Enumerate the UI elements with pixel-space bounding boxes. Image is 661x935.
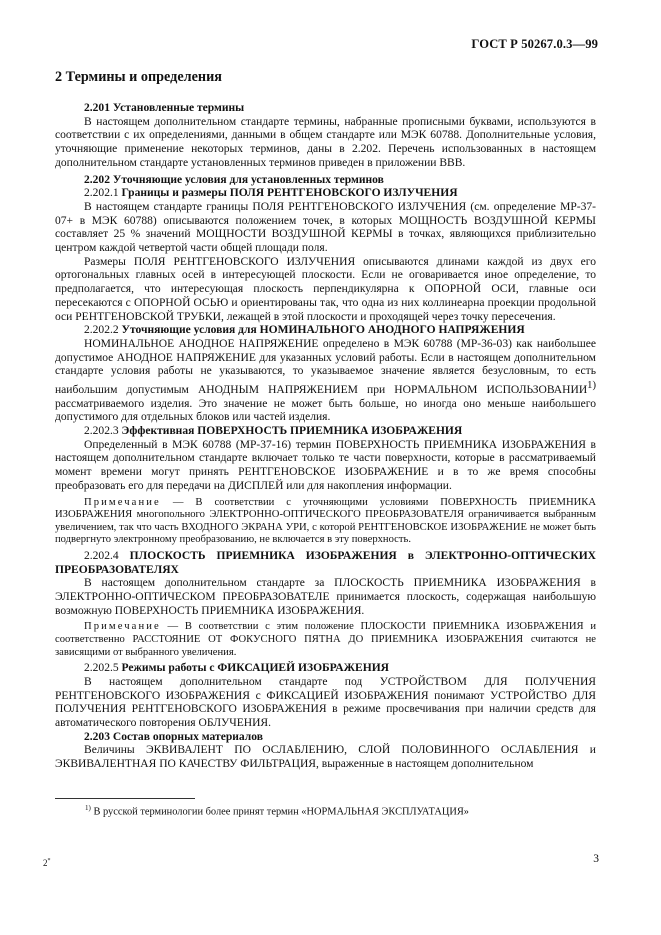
clause-2-202-3-note: Примечание — В соответствии с уточняющими условиями ПОВЕРХНОСТЬ ПРИЕМНИКА ИЗОБРАЖЕНИЯ многопольного ЭЛЕКТРОННО-ОПТИЧЕСКОГО ПРЕОБРАЗОВАТЕЛЯ ограничивается выбранным увеличением, так что часть ВХОДНОГО ЭКРАНА УРИ, с которой РЕНТГЕНОВСКОЕ ИЗОБРАЖЕНИЕ не может быть подвергнуто электронному преобразованию, не включается в эту поверхность. (55, 496, 596, 546)
clause-2-202-1-para-2: Размеры ПОЛЯ РЕНТГЕНОВСКОГО ИЗЛУЧЕНИЯ описываются длинами каждой из двух его ортогональных главных осей в интересующей плоскости. Если не оговаривается иное определение, то предполагается, что интересующая плоскость перпендикулярна к ОПОРНОЙ ОСИ, главные оси пересекаются с ОПОРНОЙ ОСЬЮ и ориентированы так, что одна из них коллинеарна проекции продольной оси РЕНТГЕНОВСКОЙ ТРУБКИ, лежащей в этой плоскости и проходящей через точку пересечения. (55, 255, 596, 323)
footnote-divider (55, 798, 195, 799)
note-label: Примечание (84, 496, 161, 508)
clause-2-202-2-heading: 2.202.2 Уточняющие условия для НОМИНАЛЬНОГО АНОДНОГО НАПРЯЖЕНИЯ (84, 324, 525, 337)
clause-2-202-4-text: В настоящем дополнительном стандарте за ПЛОСКОСТЬ ПРИЕМНИКА ИЗОБРАЖЕНИЯ в ЭЛЕКТРОННО-ОПТИЧЕСКОМ ПРЕОБРАЗОВАТЕЛЕ принимается плоскость, содержащая наибольшую возможную ПОВЕРХНОСТЬ ПРИЕМНИКА ИЗОБРАЖЕНИЯ. (55, 577, 596, 617)
clause-2-202-5-text: В настоящем дополнительном стандарте под УСТРОЙСТВОМ ДЛЯ ПОЛУЧЕНИЯ РЕНТГЕНОВСКОГО ИЗОБРАЖЕНИЯ с ФИКСАЦИЕЙ ИЗОБРАЖЕНИЯ понимают УСТРОЙСТВО ДЛЯ ПОЛУЧЕНИЯ РЕНТГЕНОВСКОГО ИЗОБРАЖЕНИЯ в режиме просвечивания при наличии средств для автоматического повторения ОБЛУЧЕНИЯ. (55, 675, 596, 730)
sheet-mark: 2* (43, 858, 51, 868)
clause-2-203-text: Величины ЭКВИВАЛЕНТ ПО ОСЛАБЛЕНИЮ, СЛОЙ ПОЛОВИННОГО ОСЛАБЛЕНИЯ и ЭКВИВАЛЕНТНАЯ ПО КАЧЕСТВУ ФИЛЬТРАЦИЯ, выраженные в настоящем дополнительном (55, 744, 596, 771)
clause-2-202-5-heading: 2.202.5 Режимы работы с ФИКСАЦИЕЙ ИЗОБРАЖЕНИЯ (84, 662, 390, 675)
clause-2-202-4-heading: 2.202.4 ПЛОСКОСТЬ ПРИЕМНИКА ИЗОБРАЖЕНИЯ в ЭЛЕКТРОННО-ОПТИЧЕСКИХ ПРЕОБРАЗОВАТЕЛЯХ (55, 549, 597, 576)
clause-2-202-3-heading: 2.202.3 Эффективная ПОВЕРХНОСТЬ ПРИЕМНИКА ИЗОБРАЖЕНИЯ (84, 425, 463, 438)
footnote-ref: 1) (587, 380, 596, 392)
section-title: 2 Термины и определения (55, 69, 222, 85)
clause-2-202-3-text: Определенный в МЭК 60788 (МР-37-16) термин ПОВЕРХНОСТЬ ПРИЕМНИКА ИЗОБРАЖЕНИЯ в настоящем дополнительном стандарте включает только те части поверхности, которые в рассматриваемый момент времени могут принять РЕНТГЕНОВСКОЕ ИЗОБРАЖЕНИЕ и в то же время способны преобразовать его для передачи на ДИСПЛЕЙ или для накопления информации. (55, 438, 596, 492)
clause-2-201-text: В настоящем дополнительном стандарте термины, набранные прописными буквами, используются в соответствии с их определениями, данными в общем стандарте или МЭК 60788. Дополнительные условия, уточняющие применение некоторых терминов, даны в 2.202. Перечень использованных в настоящем дополнительном стандарте установленных терминов приведен в приложении ВВВ. (55, 115, 596, 169)
page-number: 3 (593, 853, 599, 865)
clause-2-202-1-para-1: В настоящем стандарте границы ПОЛЯ РЕНТГЕНОВСКОГО ИЗЛУЧЕНИЯ (см. определение МР-37-07+ в МЭК 60788) описываются положением точек, в которых МОЩНОСТЬ ВОЗДУШНОЙ КЕРМЫ составляет 25 % значений МОЩНОСТИ ВОЗДУШНОЙ КЕРМЫ в точках, являющихся приблизительно центром каждой четвертой части общей площади поля. (55, 200, 596, 255)
document-id: ГОСТ Р 50267.0.3—99 (471, 37, 598, 51)
clause-2-202-2-text: НОМИНАЛЬНОЕ АНОДНОЕ НАПРЯЖЕНИЕ определено в МЭК 60788 (МР-36-03) как наибольшее допустимое АНОДНОЕ НАПРЯЖЕНИЕ для указанных условий работы. Если в настоящем дополнительном стандарте условия работы не указываются, то указываемое значение является безусловным, то есть наибольшим допустимым АНОДНЫМ НАПРЯЖЕНИЕМ при НОРМАЛЬНОМ ИСПОЛЬЗОВАНИИ$^{1)}$ рассматриваемого изделия. Это значение не может быть больше, но иногда оно меньше наибольшего допустимого для отдельных блоков или частей изделия. (55, 337, 596, 424)
footnote: $^{1)}$ В русской терминологии более принят термин «НОРМАЛЬНАЯ ЭКСПЛУАТАЦИЯ» (85, 804, 469, 818)
clause-2-201-heading: 2.201 Установленные термины (84, 102, 245, 114)
page-body (55, 58, 596, 772)
clause-2-202-1-heading: 2.202.1 Границы и размеры ПОЛЯ РЕНТГЕНОВСКОГО ИЗЛУЧЕНИЯ (84, 187, 458, 200)
clause-2-202-heading: 2.202 Уточняющие условия для установленных терминов (84, 173, 384, 186)
note-label: Примечание (84, 621, 161, 633)
clause-2-203-heading: 2.203 Состав опорных материалов (84, 730, 263, 743)
clause-2-202-4-note: Примечание — В соответствии с этим положение ПЛОСКОСТИ ПРИЕМНИКА ИЗОБРАЖЕНИЯ и соответственно РАССТОЯНИЕ ОТ ФОКУСНОГО ПЯТНА ДО ПРИЕМНИКА ИЗОБРАЖЕНИЯ считаются не зависящими от выбранного увеличения. (55, 621, 596, 658)
